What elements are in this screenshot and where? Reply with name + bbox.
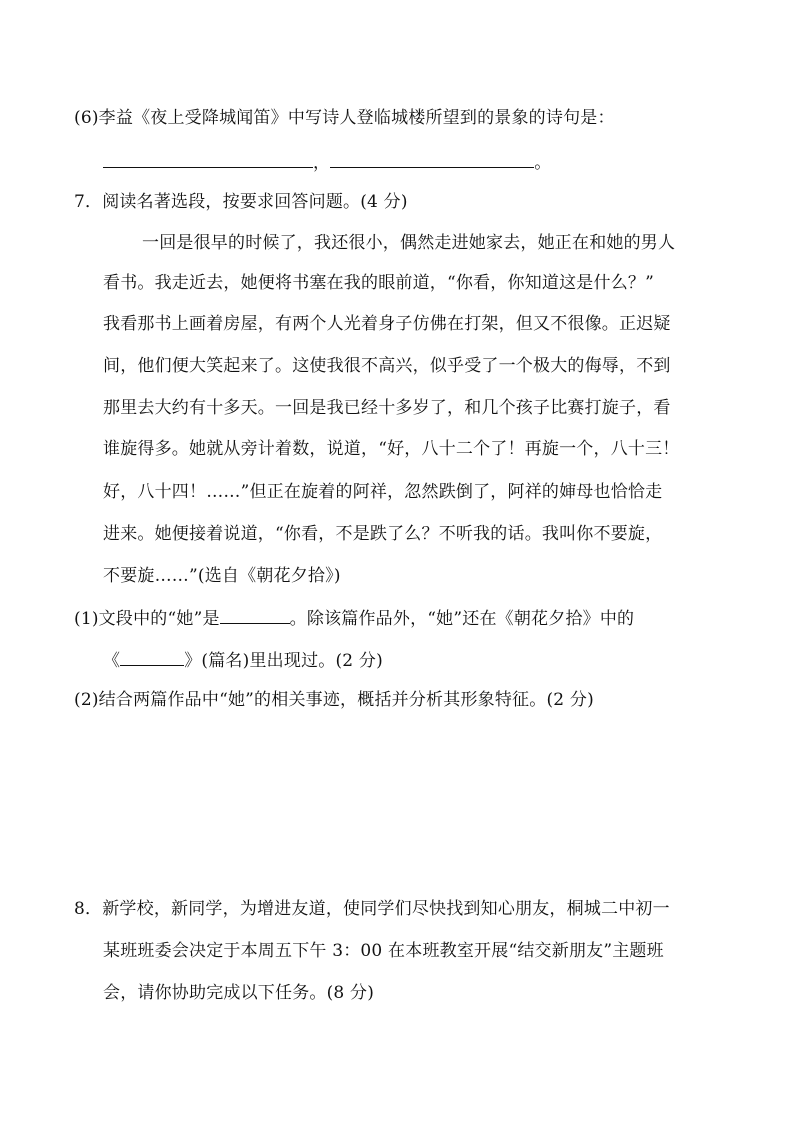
- q7-sub1-text-a: (1)文段中的“她”是: [74, 609, 220, 629]
- q7-sub1-line2: [103, 647, 383, 673]
- passage-line: 看书。我走近去，她便将书塞在我的眼前道，“你看，你知道这是什么？”: [103, 273, 654, 293]
- passage-line: 好，八十四！……”但正在旋着的阿祥，忽然跌倒了，阿祥的婶母也恰恰走: [103, 482, 663, 502]
- title-open-bracket: 《: [103, 651, 121, 671]
- q8-line: 8．新学校，新同学，为增进友道，使同学们尽快找到知心朋友，桐城二中初一: [74, 899, 670, 919]
- passage-line: 一回是很早的时候了，我还很小，偶然走进她家去，她正在和她的男人: [142, 233, 676, 253]
- q7-sub1-text-b: 。除该篇作品外，“她”还在《朝花夕拾》中的: [289, 609, 635, 629]
- comma: ，: [313, 153, 331, 173]
- q7-sub2: (2)结合两篇作品中“她”的相关事迹，概括并分析其形象特征。(2 分): [74, 690, 594, 710]
- q6-sub6-answer-line: [103, 149, 551, 175]
- q7-sub1-line1: [74, 605, 634, 631]
- answer-blank-person[interactable]: [220, 605, 290, 624]
- q7-heading: 7．阅读名著选段，按要求回答问题。(4 分): [74, 192, 408, 212]
- period: 。: [534, 153, 552, 173]
- q6-sub6-prompt: (6)李益《夜上受降城闻笛》中写诗人登临城楼所望到的景象的诗句是：: [74, 108, 615, 128]
- passage-line: 我看那书上画着房屋，有两个人光着身子仿佛在打架，但又不很像。正迟疑: [103, 314, 671, 334]
- answer-blank-2[interactable]: [330, 149, 534, 168]
- q8-line: 会，请你协助完成以下任务。(8 分): [103, 983, 375, 1003]
- passage-line: 那里去大约有十多天。一回是我已经十多岁了，和几个孩子比赛打旋子，看: [103, 398, 671, 418]
- answer-blank-title[interactable]: [120, 647, 184, 666]
- passage-line: 不要旋……”(选自《朝花夕拾》): [103, 566, 341, 586]
- q8-line: 某班班委会决定于本周五下午 3：00 在本班教室开展“结交新朋友”主题班: [103, 941, 664, 961]
- answer-blank-1[interactable]: [103, 149, 313, 168]
- passage-line: 间，他们便大笑起来了。这使我很不高兴，似乎受了一个极大的侮辱，不到: [103, 356, 671, 376]
- q7-sub1-text-c: 》(篇名)里出现过。(2 分): [184, 651, 383, 671]
- passage-line: 进来。她便接着说道，“你看，不是跌了么？不听我的话。我叫你不要旋，: [103, 524, 663, 544]
- passage-line: 谁旋得多。她就从旁计着数，说道，“好，八十二个了！再旋一个，八十三！: [103, 439, 680, 459]
